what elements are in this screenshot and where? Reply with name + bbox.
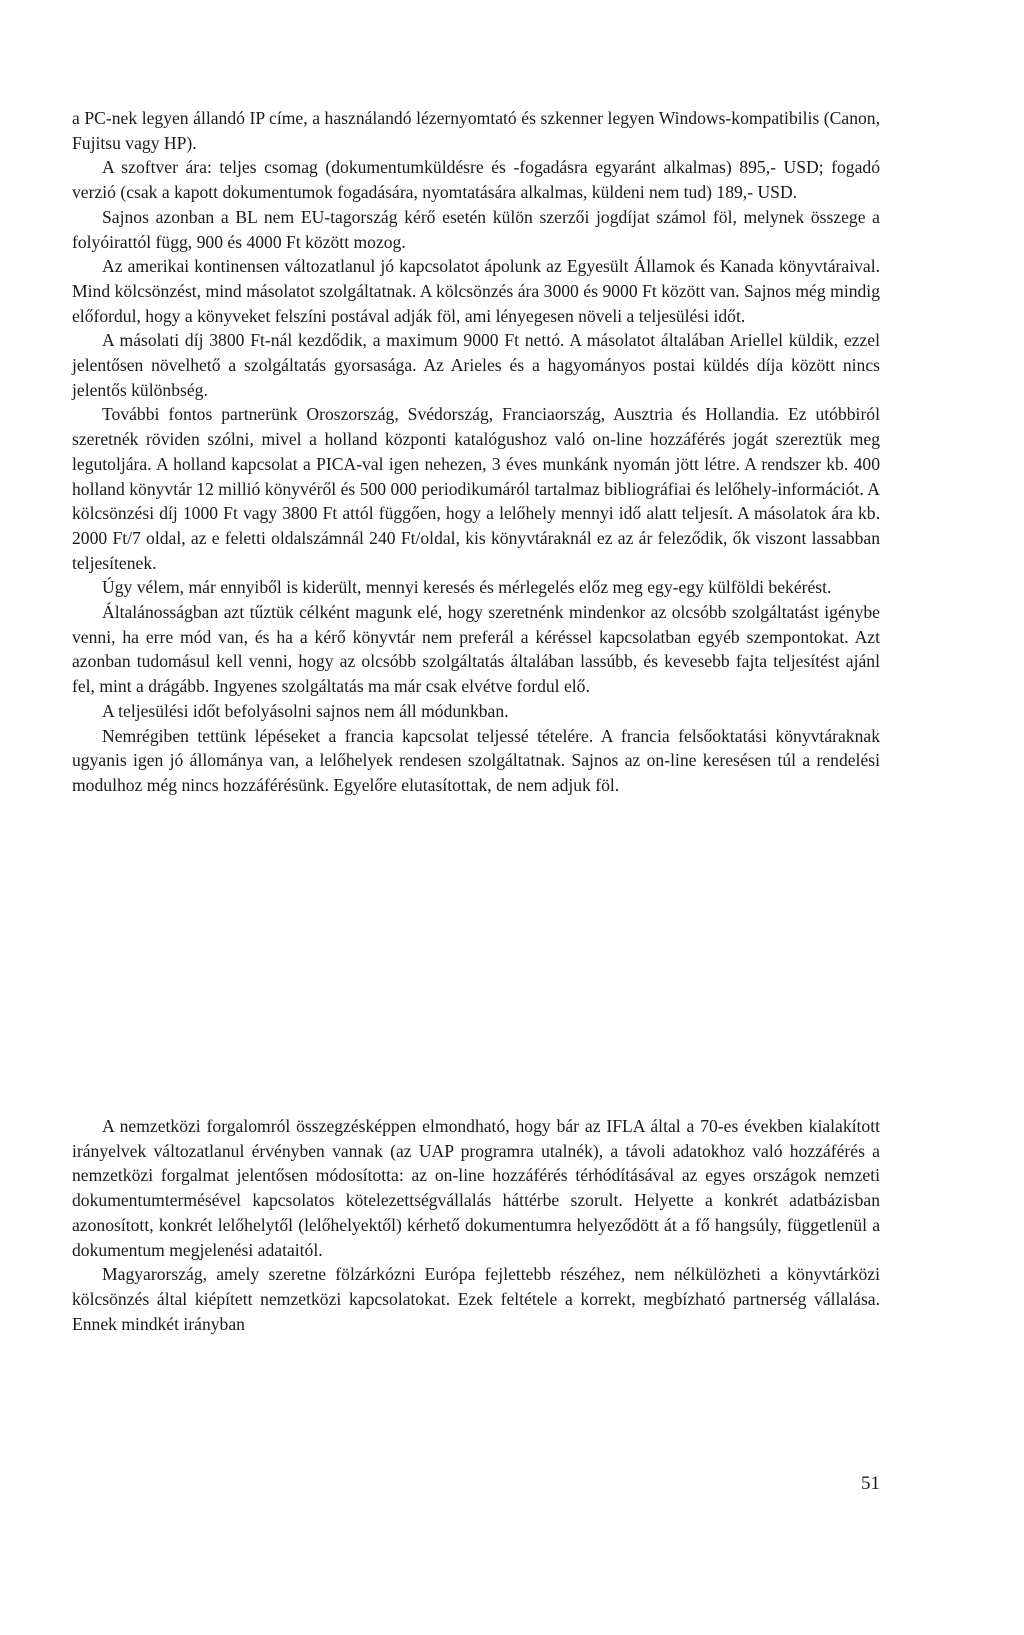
paragraph: Nemrégiben tettünk lépéseket a francia kapcsolat teljessé tételére. A francia felsőoktatási könyvtáraknak ugyanis igen jó állománya van, a lelőhelyek rendesen szolgáltatnak. Sajnos az on-line keresésen túl a rendelési modulhoz még nincs hozzáférésünk. Egyelőre elutasítottak, de nem adjuk föl. [72,725,880,795]
paragraph: Sajnos azonban a BL nem EU-tagország kérő esetén külön szerzői jogdíjat számol föl, melynek összege a folyóirattól függ, 900 és 4000 Ft között mozog. [72,206,880,252]
paragraph: a PC-nek legyen állandó IP címe, a használandó lézernyomtató és szkenner legyen Windows-kompatibilis (Canon, Fujitsu vagy HP). [72,108,880,153]
paragraph: Az amerikai kontinensen változatlanul jó kapcsolatot ápolunk az Egyesült Államok és Kanada könyvtáraival. Mind kölcsönzést, mind másolatot szolgáltatnak. A kölcsönzés ára 3000 és 9000 Ft között van. Sajnos még mindig előfordul, hogy a könyveket felszíni postával adják föl, ami lényegesen növeli a teljesülési időt. [72,256,880,326]
paragraph: A nemzetközi forgalomról összegzésképpen elmondható, hogy bár az IFLA által a 70-es években kialakított irányelvek változatlanul érvényben vannak (az UAP programra utalnék), a távoli adatokhoz való hozzáférés a nemzetközi forgalmat jelentősen módosította: az on-line hozzáférés térhódításával az egyes országok nemzeti dokumentumtermésével kapcsolatos kötelezettségvállalás háttérbe szorult. Helyette a konkrét adatbázisban azonosított, konkrét lelőhelytől (lelőhelyektől) kérhető dokumentumra helyeződött át a fő hangsúly, függetlenül a dokumentum megjelenési adataitól. [72,1116,880,1260]
paragraph: A teljesülési időt befolyásolni sajnos nem áll módunkban. [102,700,509,721]
paragraph: A másolati díj 3800 Ft-nál kezdődik, a maximum 9000 Ft nettó. A másolatot általában Ariellel küldik, ezzel jelentősen növelhető a szolgáltatás gyorsasága. Az Arieles és a hagyományos postai küldés díja között nincs jelentős különbség. [72,330,880,400]
body-text-section-2 [72,1114,880,1336]
paragraph: További fontos partnerünk Oroszország, Svédország, Franciaország, Ausztria és Hollandia. Ez utóbbiról szeretnék röviden szólni, mivel a holland központi katalógushoz való on-line hozzáférés jogát szereztük meg legutoljára. A holland kapcsolat a PICA-val igen nehezen, 3 éves munkánk nyomán jött létre. A rendszer kb. 400 holland könyvtár 12 millió könyvéről és 500 000 periodikumáról tartalmaz bibliográfiai és lelőhely-információt. A kölcsönzési díj 1000 Ft vagy 3800 Ft attól függően, hogy a lelőhely mennyi idő alatt teljesít. A másolatok ára kb. 2000 Ft/7 oldal, az e feletti oldalszámnál 240 Ft/oldal, kis könyvtáraknál ez az ár feleződik, ők viszont lassabban teljesítenek. [72,404,880,573]
body-text-section-1 [72,106,880,798]
paragraph: A szoftver ára: teljes csomag (dokumentumküldésre és -fogadásra egyaránt alkalmas) 895,- USD; fogadó verzió (csak a kapott dokumentumok fogadására, nyomtatására alkalmas, küldeni nem tud) 189,- USD. [72,157,880,203]
paragraph: Általánosságban azt tűztük célként magunk elé, hogy szeretnénk mindenkor az olcsóbb szolgáltatást igénybe venni, ha erre mód van, és ha a kérő könyvtár nem preferál a kéréssel kapcsolatban egyéb szempontokat. Azt azonban tudomásul kell venni, hogy az olcsóbb szolgáltatás általában lassúbb, és kevesebb fajta teljesítést ajánl fel, mint a drágább. Ingyenes szolgáltatás ma már csak elvétve fordul elő. [72,602,880,697]
page-number: 51 [861,1473,880,1494]
paragraph: Úgy vélem, már ennyiből is kiderült, mennyi keresés és mérlegelés előz meg egy-egy külföldi bekérést. [102,577,832,598]
paragraph: Magyarország, amely szeretne fölzárkózni Európa fejlettebb részéhez, nem nélkülözheti a könyvtárközi kölcsönzés által kiépített nemzetközi kapcsolatokat. Ezek feltétele a korrekt, megbízható partnerség vállalása. Ennek mindkét irányban [72,1264,880,1334]
